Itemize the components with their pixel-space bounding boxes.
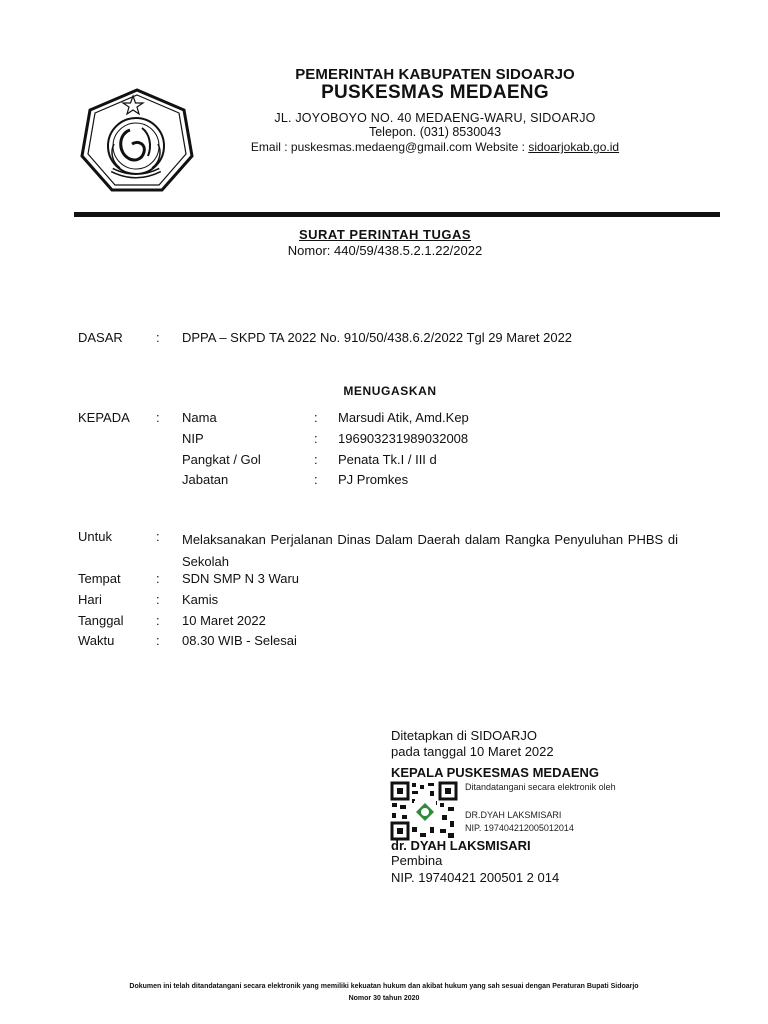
field-name-label: Nama [182,410,217,425]
signature-place: Ditetapkan di SIDOARJO [391,728,537,743]
letterhead-email: Email : puskesmas.medaeng@gmail.com Website : [250,140,529,154]
document-title: SURAT PERINTAH TUGAS [298,227,472,242]
field-nip-label: NIP [182,431,204,446]
website-link[interactable]: sidoarjokab.go.id [528,140,620,154]
untuk-label: Untuk [78,529,112,544]
waktu-label: Waktu [78,633,115,648]
letterhead-divider [74,212,720,217]
tempat-colon: : [156,571,160,586]
dasar-colon: : [156,330,160,345]
esign-name: DR.DYAH LAKSMISARI [465,810,562,820]
field-rank-colon: : [314,452,318,467]
dasar-label: DASAR [78,330,123,345]
tempat-value: SDN SMP N 3 Waru [182,571,300,586]
field-rank-label: Pangkat / Gol [182,452,261,467]
footer-line-2: Nomor 30 tahun 2020 [348,995,420,1002]
field-rank-value: Penata Tk.I / III d [338,452,437,467]
footer-line-1: Dokumen ini telah ditandatangani secara elektronik yang memiliki kekuatan hukum dan akibat hukum yang sah sesuai dengan Peraturan Bupati Sidoarjo [129,983,639,990]
field-position-colon: : [314,472,318,487]
letterhead-contact [230,140,640,154]
qr-code-icon [390,781,458,841]
document-number: Nomor: 440/59/438.5.2.1.22/2022 [287,243,483,258]
hari-label: Hari [78,592,102,607]
letterhead-government: PEMERINTAH KABUPATEN SIDOARJO [295,66,575,83]
signature-date: pada tanggal 10 Maret 2022 [391,744,554,759]
tanggal-value: 10 Maret 2022 [182,613,266,628]
field-name-colon: : [314,410,318,425]
kepada-colon: : [156,410,160,425]
footer-legal-note [60,981,708,1005]
regency-seal-logo [78,86,196,196]
tanggal-colon: : [156,613,160,628]
waktu-colon: : [156,633,160,648]
letterhead-address: JL. JOYOBOYO NO. 40 MEDAENG-WARU, SIDOARJO [274,111,596,125]
untuk-value: Melaksanakan Perjalanan Dinas Dalam Daerah dalam Rangka Penyuluhan PHBS di Sekolah [182,532,678,569]
tempat-label: Tempat [78,571,121,586]
hari-colon: : [156,592,160,607]
field-nip-value: 196903231989032008 [338,431,469,446]
signatory-name: dr. DYAH LAKSMISARI [391,838,531,853]
untuk-colon: : [156,529,160,544]
menugaskan-heading: MENUGASKAN [343,384,437,398]
signatory-rank: Pembina [391,853,443,868]
esign-nip: NIP. 197404212005012014 [465,823,574,833]
kepada-label: KEPADA [78,410,130,425]
dasar-value: DPPA – SKPD TA 2022 No. 910/50/438.6.2/2022 Tgl 29 Maret 2022 [182,330,573,345]
esign-note: Ditandatangani secara elektronik oleh [465,782,616,792]
field-nip-colon: : [314,431,318,446]
tanggal-label: Tanggal [78,613,124,628]
signature-position: KEPALA PUSKESMAS MEDAENG [391,765,600,780]
letterhead-phone: Telepon. (031) 8530043 [368,125,502,139]
field-position-value: PJ Promkes [338,472,409,487]
signatory-nip: NIP. 19740421 200501 2 014 [391,870,560,885]
hari-value: Kamis [182,592,219,607]
field-position-label: Jabatan [182,472,229,487]
letterhead-institution: PUSKESMAS MEDAENG [321,82,549,103]
waktu-value: 08.30 WIB - Selesai [182,633,297,648]
field-name-value: Marsudi Atik, Amd.Kep [338,410,469,425]
